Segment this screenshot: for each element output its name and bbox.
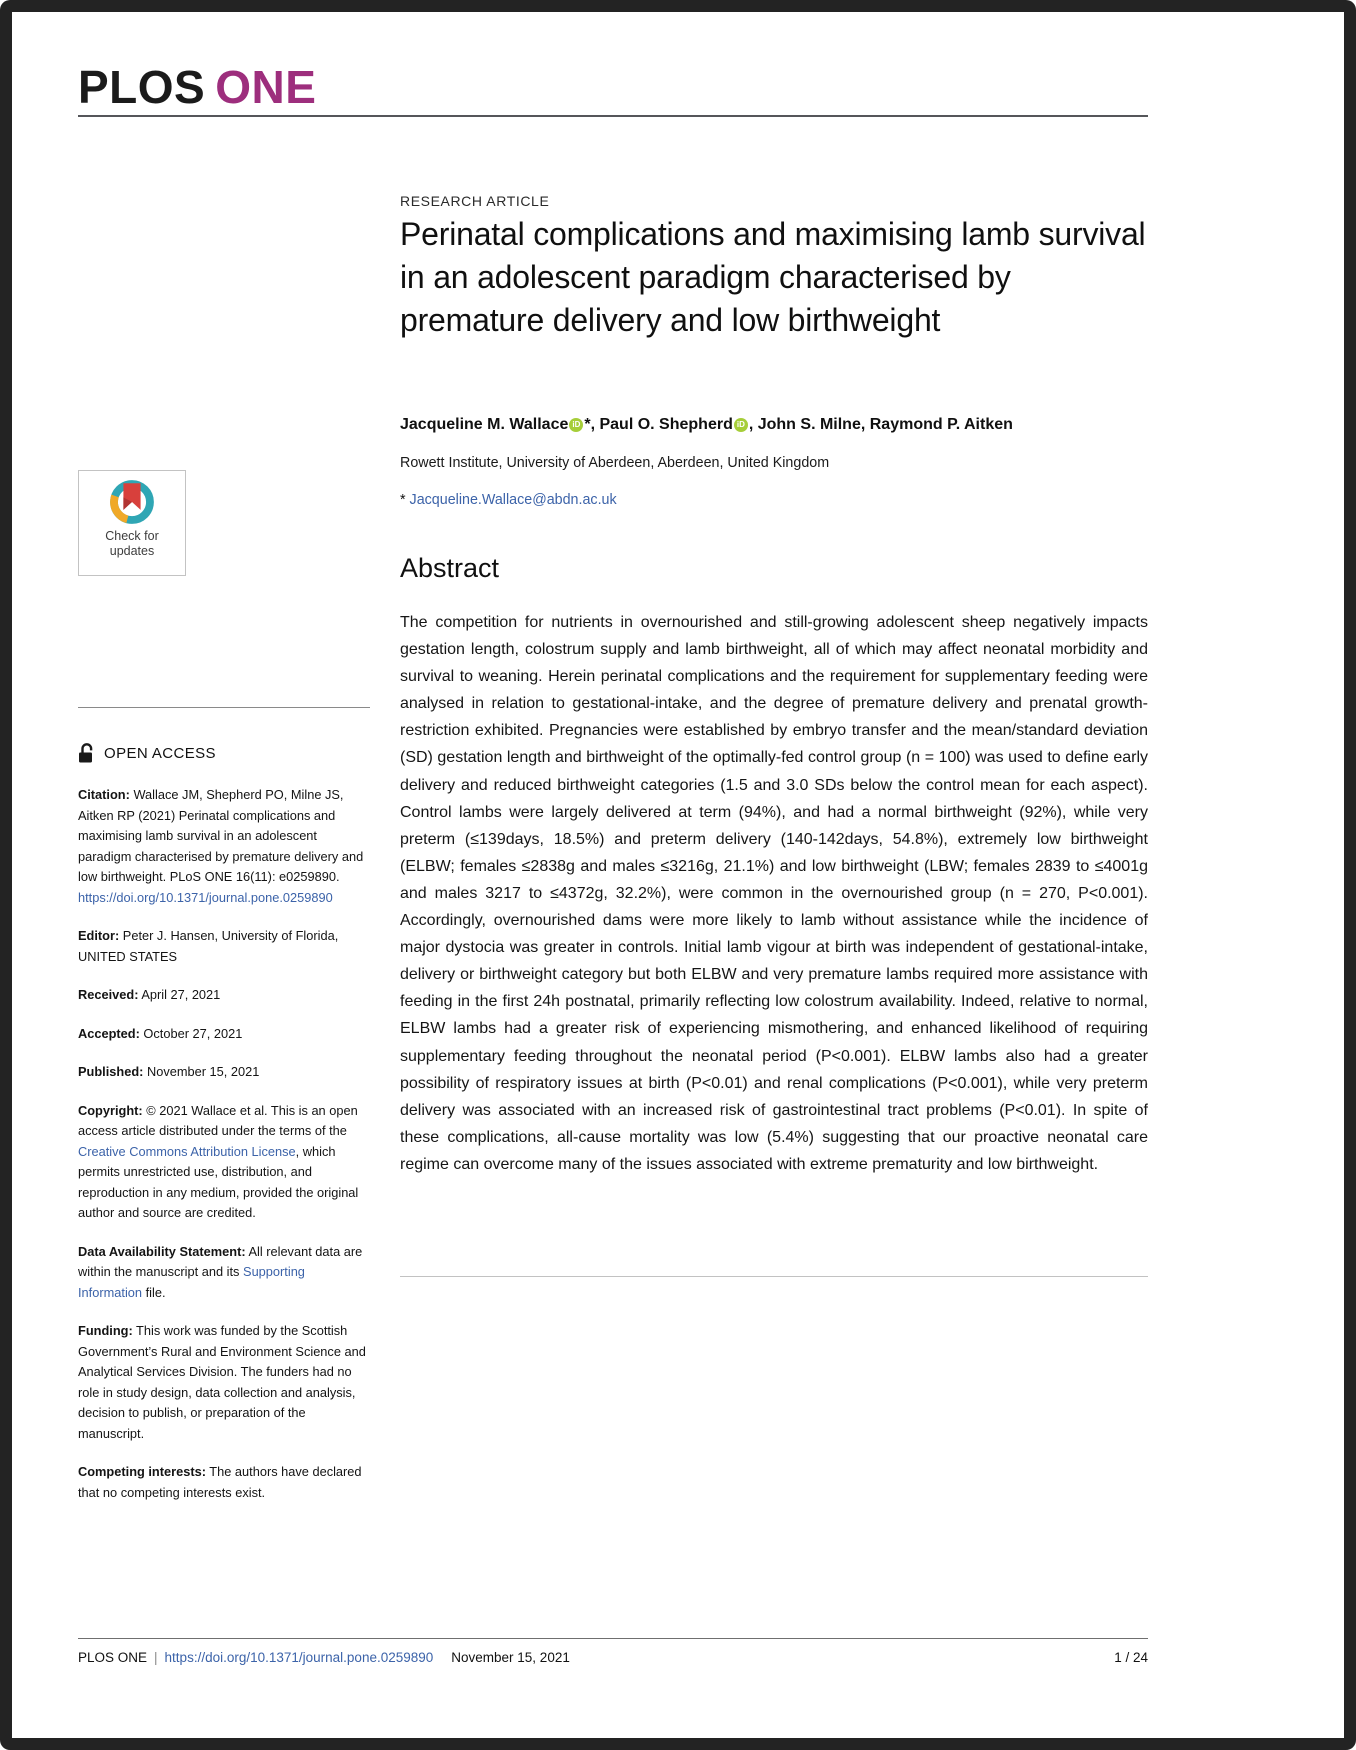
competing-interests-text: The authors have declared that no competing interests exist. [78,1464,362,1500]
data-availability-post: file. [142,1284,166,1300]
footer-date: November 15, 2021 [451,1650,570,1665]
corresponding-author-row [400,492,1148,508]
published-label: Published: [78,1064,144,1079]
orcid-icon[interactable]: iD [734,418,748,432]
data-availability-pre: All relevant data are within the manuscript and its [78,1243,363,1279]
citation-doi-link[interactable]: https://doi.org/10.1371/journal.pone.0259890 [78,889,333,905]
funding-label: Funding: [78,1323,133,1338]
abstract-text: The competition for nutrients in overnourished and still-growing adolescent sheep negatively impacts gestation length, colostrum supply and lamb birthweight, all of which may affect neonatal morbidity and survival to weaning. Herein perinatal complications and the requirement for supplementary feeding were analysed in relation to gestational-intake, and the degree of premature delivery and prenatal growth-restriction exhibited. Pregnancies were established by embryo transfer and the mean/standard deviation (SD) gestation length and birthweight of the optimally-fed control group (n = 100) was used to define early delivery and reduced birthweight categories (1.5 and 3.0 SDs below the control mean for each aspect). Control lambs were largely delivered at term (94%), and had a normal birthweight (92%), while very preterm (≤139days, 18.5%) and preterm delivery (140-142days, 54.8%), extremely low birthweight (ELBW; females ≤2838g and males ≤3216g, 21.1%) and low birthweight (LBW; females 2839 to ≤4001g and males 3217 to ≤4372g, 32.2%), were common in the overnourished group (n = 270, P<0.001). Accordingly, overnourished dams were more likely to lamb without assistance while the incidence of major dystocia was greater in controls. Initial lamb vigour at birth was independent of gestational-intake, delivery or birthweight category but both ELBW and very premature lambs required more assistance with feeding in the first 24h postnatal, primarily reflecting low colostrum availability. Indeed, relative to normal, ELBW lambs had a greater risk of experiencing mismothering, and enhanced likelihood of requiring supplementary feeding throughout the neonatal period (P<0.001). ELBW lambs also had a greater possibility of respiratory issues at birth (P<0.01) and renal complications (P<0.001), while very preterm delivery was associated with an increased risk of gastrointestinal tract problems (P<0.01). In spite of these complications, all-cause mortality was low (5.4%) suggesting that our proactive neonatal care regime can overcome many of the issues associated with extreme prematurity and low birthweight. [400,614,1148,1173]
footer-doi-link[interactable]: https://doi.org/10.1371/journal.pone.0259890 [164,1650,434,1665]
editor-block [78,926,370,967]
editor-text: Peter J. Hansen, University of Florida, UNITED STATES [78,928,339,964]
published-date: November 15, 2021 [143,1064,260,1079]
editor-label: Editor: [78,928,120,943]
masthead-divider [78,115,1148,117]
logo-plos-text: PLOS [78,61,206,113]
page [12,12,1344,1738]
corresponding-mark: * [400,492,410,508]
accepted-label: Accepted: [78,1025,140,1041]
received-label: Received: [78,987,139,1002]
received-block [78,985,370,1006]
page-footer [78,1650,1148,1665]
article-metadata-sidebar [78,743,370,1521]
author-list [400,416,1148,434]
received-date: April 27, 2021 [138,987,221,1002]
article-type-kicker: RESEARCH ARTICLE [400,193,550,209]
footer-separator: | [154,1650,158,1665]
journal-logo [78,60,316,114]
funding-block [78,1321,370,1444]
competing-interests-block [78,1462,370,1503]
open-lock-icon [78,743,96,763]
open-access-row [78,743,370,763]
citation-label: Citation: [78,787,130,802]
check-updates-label: Check for updates [105,529,159,558]
accepted-block [78,1024,370,1045]
copyright-label: Copyright: [78,1102,143,1118]
copyright-text-post: , which permits unrestricted use, distribution, and reproduction in any medium, provided the original author and source are credited. [78,1143,359,1220]
data-availability-block [78,1242,370,1304]
footer-divider [78,1638,1148,1639]
citation-text: Wallace JM, Shepherd PO, Milne JS, Aitken RP (2021) Perinatal complications and maximising lamb survival in an adolescent paradigm characterised by premature delivery and low birthweight. PLoS ONE 16(11): e0259890. [78,787,364,884]
check-for-updates-badge[interactable] [78,470,186,576]
author-name: , John S. Milne, Raymond P. Aitken [748,416,1013,433]
footer-journal-name: PLOS ONE [78,1650,148,1665]
sidebar-divider [78,707,370,708]
corresponding-email-link[interactable]: Jacqueline.Wallace@abdn.ac.uk [409,492,617,508]
footer-page-number: 1 / 24 [1114,1650,1148,1665]
copyright-block [78,1101,370,1224]
abstract-heading: Abstract [400,553,500,583]
logo-one-text: ONE [215,61,317,113]
data-availability-label: Data Availability Statement: [78,1243,246,1259]
orcid-icon[interactable]: iD [569,418,583,432]
abstract-bottom-divider [400,1276,1148,1277]
cc-license-link[interactable]: Creative Commons Attribution License [78,1143,296,1159]
author-name: Jacqueline M. Wallace [400,416,569,433]
check-updates-logo-icon [107,477,157,527]
author-name: *, Paul O. Shepherd [584,416,733,433]
published-block [78,1062,370,1083]
competing-interests-label: Competing interests: [78,1464,206,1479]
affiliation: Rowett Institute, University of Aberdeen, Aberdeen, United Kingdom [400,455,830,471]
copyright-text-pre: © 2021 Wallace et al. This is an open access article distributed under the terms of the [78,1102,358,1138]
accepted-date: October 27, 2021 [139,1025,243,1041]
funding-text: This work was funded by the Scottish Government’s Rural and Environment Science and Analytical Services Division. The funders had no role in study design, data collection and analysis, decision to publish, or preparation of the manuscript. [78,1323,366,1441]
article-title: Perinatal complications and maximising lamb survival in an adolescent paradigm characterised by premature delivery and low birthweight [400,216,1146,338]
open-access-label: OPEN ACCESS [104,744,216,762]
citation-block [78,785,370,908]
supporting-information-link[interactable]: Supporting Information [78,1264,305,1300]
